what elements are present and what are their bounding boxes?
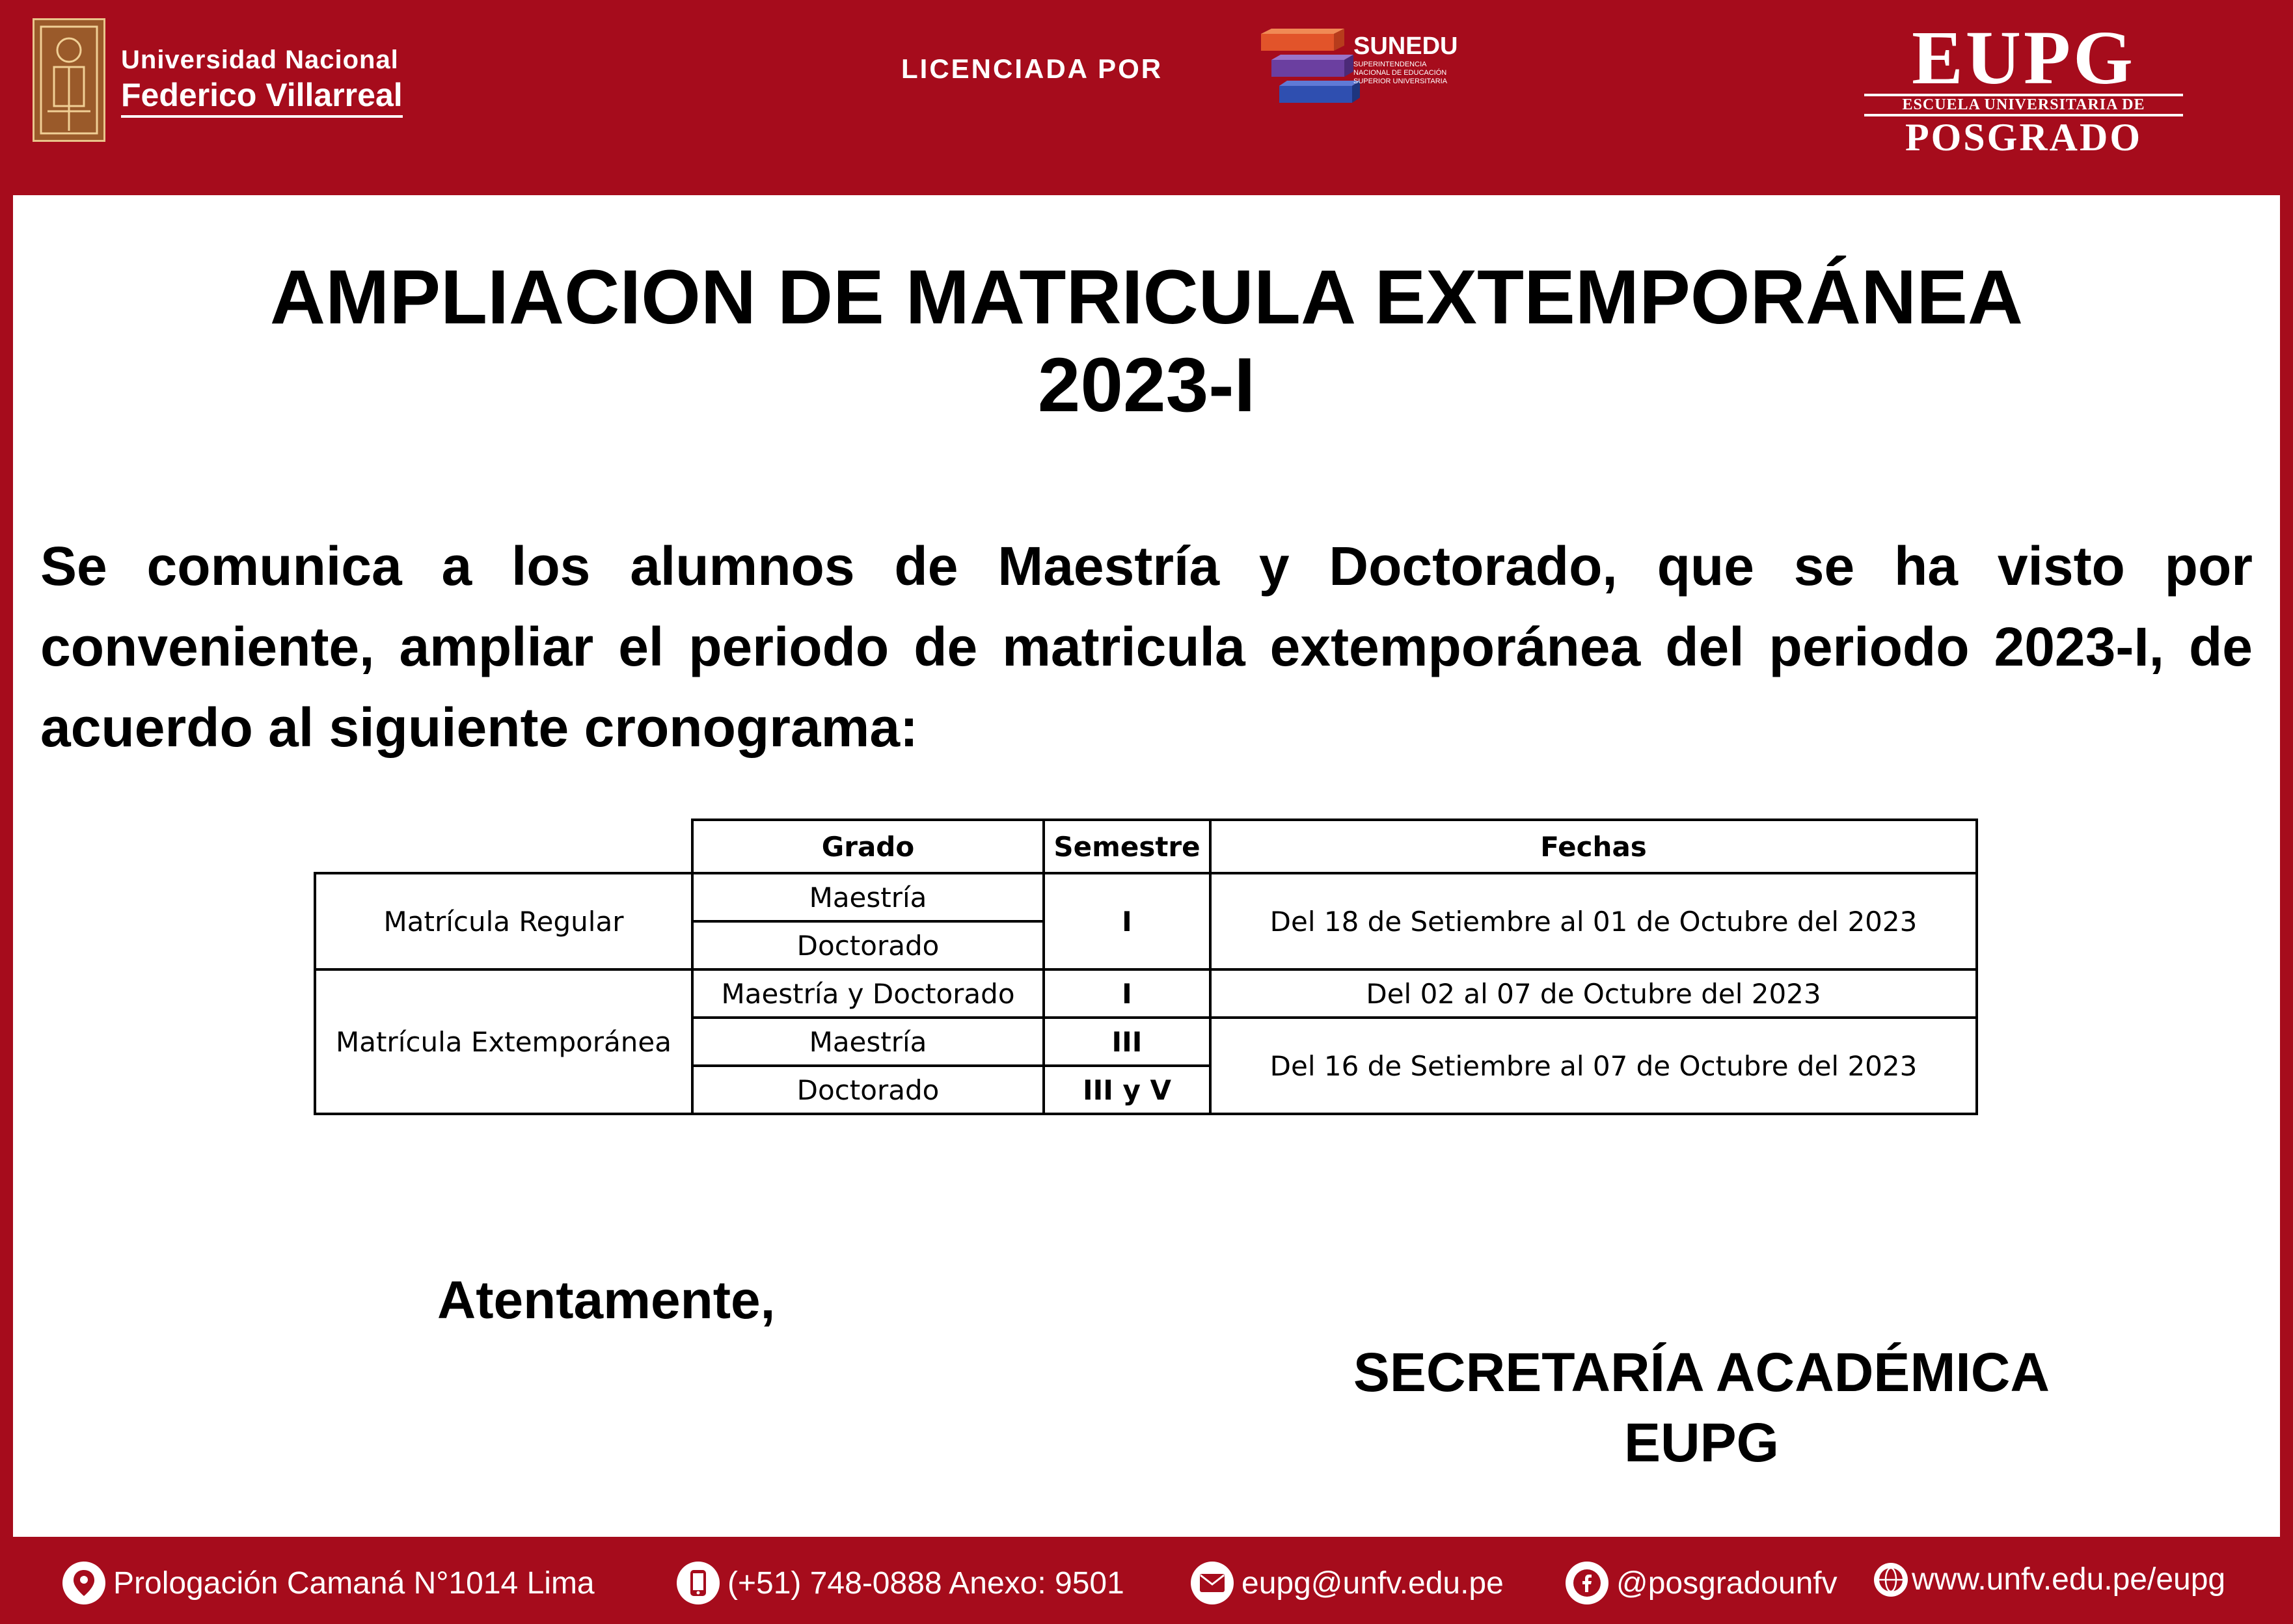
cell-semestre: I <box>1044 873 1210 969</box>
cell-grado: Maestría <box>692 1018 1044 1066</box>
licensed-by-label: LICENCIADA POR <box>901 53 1163 84</box>
footer-address-text: Prologación Camaná N°1014 Lima <box>113 1565 595 1601</box>
cell-fechas: Del 02 al 07 de Octubre del 2023 <box>1210 969 1977 1018</box>
eupg-logo <box>1864 15 2183 159</box>
university-name <box>121 46 403 118</box>
footer-facebook-text[interactable]: @posgradounfv <box>1616 1565 1838 1601</box>
row-label-regular: Matrícula Regular <box>315 873 692 969</box>
footer-email[interactable] <box>1191 1562 1504 1604</box>
eupg-logo-posgrado: POSGRADO <box>1905 116 2143 159</box>
footer-phone-text: (+51) 748-0888 Anexo: 9501 <box>727 1565 1124 1601</box>
footer <box>0 1537 2293 1624</box>
sunedu-sub-1: SUPERINTENDENCIA <box>1353 61 1427 68</box>
footer-facebook[interactable] <box>1566 1562 1838 1604</box>
sunedu-sub-2: NACIONAL DE EDUCACIÓN <box>1353 69 1447 77</box>
sunedu-name: SUNEDU <box>1353 33 1458 60</box>
table-corner <box>315 820 692 873</box>
title-line2: 2023-I <box>1037 342 1256 428</box>
mail-icon <box>1191 1562 1234 1604</box>
location-pin-icon <box>62 1562 105 1604</box>
sunedu-text <box>1353 33 1458 86</box>
university-line1: Universidad Nacional <box>121 46 399 74</box>
footer-web-text[interactable]: www.unfv.edu.pe/eupg <box>1912 1562 2226 1597</box>
cell-grado: Maestría <box>692 873 1044 921</box>
university-line2: Federico Villarreal <box>121 76 403 118</box>
sunedu-sub-3: SUPERIOR UNIVERSITARIA <box>1353 77 1448 85</box>
cell-grado: Maestría y Doctorado <box>692 969 1044 1018</box>
eupg-logo-subtitle: ESCUELA UNIVERSITARIA DE <box>1864 94 2183 116</box>
table-row <box>315 873 1977 921</box>
cell-semestre: III <box>1044 1018 1210 1066</box>
signature-line1: SECRETARÍA ACADÉMICA <box>1353 1342 2050 1403</box>
header <box>0 0 2293 195</box>
footer-address <box>62 1562 595 1604</box>
title-line1: AMPLIACION DE MATRICULA EXTEMPORÁNEA <box>269 254 2024 340</box>
facebook-icon <box>1566 1562 1608 1604</box>
schedule-table <box>314 819 1978 1115</box>
table-header-row <box>315 820 1977 873</box>
footer-email-text[interactable]: eupg@unfv.edu.pe <box>1241 1565 1504 1601</box>
phone-icon <box>677 1562 720 1604</box>
footer-web[interactable] <box>1874 1562 2225 1597</box>
cell-semestre: III y V <box>1044 1066 1210 1114</box>
cell-fechas: Del 16 de Setiembre al 07 de Octubre del 2023 <box>1210 1018 1977 1114</box>
eupg-logo-big: EUPG <box>1912 15 2136 100</box>
row-label-extemporanea: Matrícula Extemporánea <box>315 969 692 1114</box>
cell-grado: Doctorado <box>692 921 1044 969</box>
page-title <box>13 254 2280 429</box>
cell-grado: Doctorado <box>692 1066 1044 1114</box>
cell-fechas: Del 18 de Setiembre al 01 de Octubre del 2023 <box>1210 873 1977 969</box>
signature-block <box>1249 1337 2154 1478</box>
cell-semestre: I <box>1044 969 1210 1018</box>
table-row <box>315 969 1977 1018</box>
sunedu-logo <box>1256 26 1360 111</box>
globe-icon <box>1874 1563 1908 1597</box>
header-semestre: Semestre <box>1044 820 1210 873</box>
unfv-crest-logo <box>33 18 105 142</box>
closing-text: Atentamente, <box>437 1271 776 1330</box>
header-fechas: Fechas <box>1210 820 1977 873</box>
footer-phone <box>677 1562 1124 1604</box>
announcement-text: Se comunica a los alumnos de Maestría y Doctorado, que se ha visto por conveniente, ampliar el periodo de matricula extemporánea del periodo 2023-I, de acuerdo al siguiente cronograma: <box>40 535 2253 758</box>
header-grado: Grado <box>692 820 1044 873</box>
signature-line2: EUPG <box>1623 1412 1780 1473</box>
